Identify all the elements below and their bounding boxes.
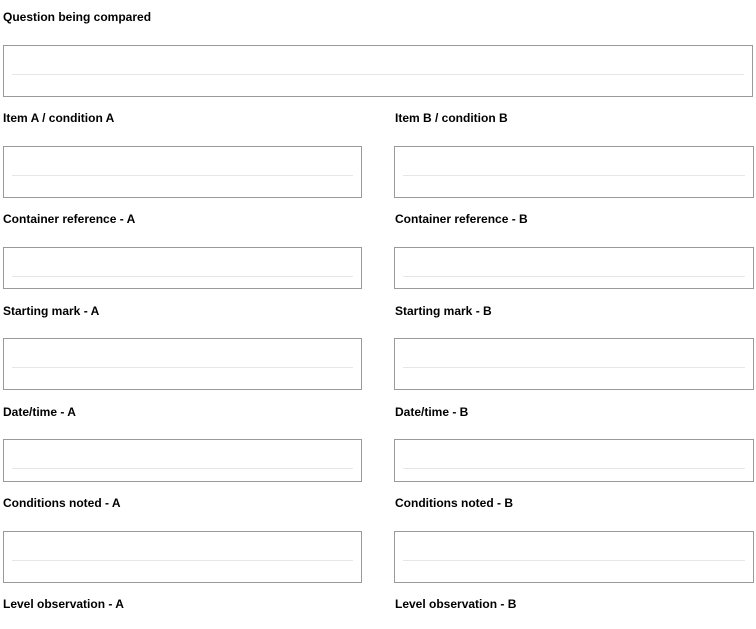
level-b-label: Level observation - B: [395, 597, 517, 611]
writing-line: [12, 367, 353, 368]
writing-line: [12, 468, 353, 469]
writing-line: [403, 367, 745, 368]
container-a-field[interactable]: [3, 247, 362, 289]
writing-line: [403, 276, 745, 277]
conditions-b-label: Conditions noted - B: [395, 496, 513, 510]
level-a-label: Level observation - A: [3, 597, 124, 611]
question-label: Question being compared: [3, 10, 152, 24]
start-b-field[interactable]: [394, 338, 754, 390]
conditions-a-label: Conditions noted - A: [3, 496, 121, 510]
conditions-b-field[interactable]: [394, 531, 754, 583]
container-b-field[interactable]: [394, 247, 754, 289]
writing-line: [12, 175, 353, 176]
datetime-a-label: Date/time - A: [3, 405, 76, 419]
item-b-label: Item B / condition B: [395, 111, 508, 125]
container-b-label: Container reference - B: [395, 212, 528, 226]
writing-line: [403, 560, 745, 561]
start-a-field[interactable]: [3, 338, 362, 390]
conditions-a-field[interactable]: [3, 531, 362, 583]
writing-line: [12, 276, 353, 277]
writing-line: [403, 175, 745, 176]
datetime-b-field[interactable]: [394, 439, 754, 482]
item-b-field[interactable]: [394, 146, 754, 198]
question-field[interactable]: [3, 45, 753, 97]
start-a-label: Starting mark - A: [3, 304, 100, 318]
writing-line: [12, 74, 744, 75]
item-a-label: Item A / condition A: [3, 111, 115, 125]
writing-line: [403, 468, 745, 469]
datetime-b-label: Date/time - B: [395, 405, 469, 419]
item-a-field[interactable]: [3, 146, 362, 198]
start-b-label: Starting mark - B: [395, 304, 492, 318]
datetime-a-field[interactable]: [3, 439, 362, 482]
container-a-label: Container reference - A: [3, 212, 136, 226]
writing-line: [12, 560, 353, 561]
